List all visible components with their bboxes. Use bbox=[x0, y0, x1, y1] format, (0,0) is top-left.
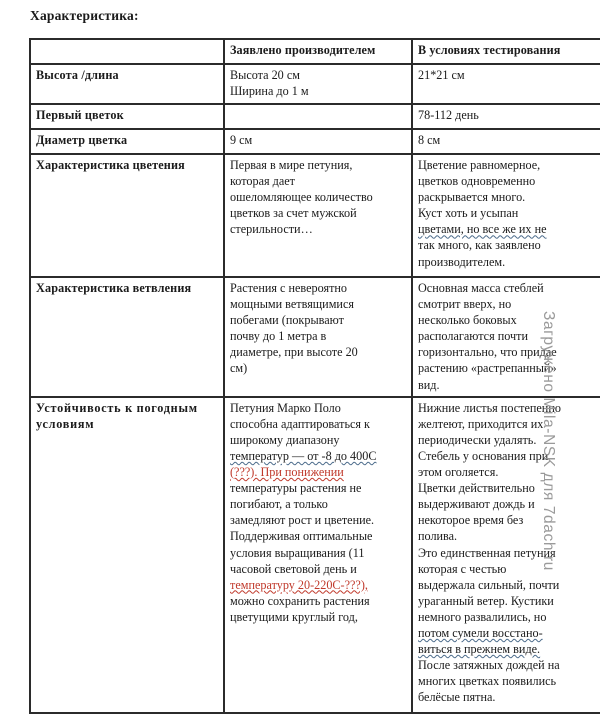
row-label-cell bbox=[31, 154, 224, 277]
page-title: Характеристика: bbox=[30, 8, 139, 23]
text-line: вид. bbox=[418, 377, 440, 392]
text-line: Стебель у основания при bbox=[418, 448, 549, 463]
text-line: смотрит вверх, но bbox=[418, 297, 512, 312]
text-line: можно сохранить растения bbox=[230, 593, 370, 608]
text-line: растению «растрепанный» bbox=[418, 361, 557, 376]
row-label: Устойчивость к погодным условиям bbox=[36, 400, 198, 431]
text-line: многих цветках появились bbox=[418, 674, 557, 689]
row-label-cell bbox=[31, 64, 224, 104]
characteristics-table-wrapper bbox=[29, 38, 600, 714]
header-tested-label: В условиях тестирования bbox=[418, 43, 561, 57]
text-line: часовой световой день и bbox=[230, 561, 357, 576]
text-line: Первая в мире петуния, bbox=[230, 158, 353, 172]
text-line: побегами (покрывают bbox=[230, 313, 344, 328]
text-line: 78-112 день bbox=[418, 108, 479, 122]
row-label-cell bbox=[31, 277, 224, 397]
table-row bbox=[31, 397, 600, 713]
text-line: которая дает bbox=[230, 174, 295, 189]
row-declared-cell bbox=[224, 104, 412, 129]
text-line: виться в прежнем виде. bbox=[418, 642, 541, 657]
text-line: замедляют рост и цветение. bbox=[230, 513, 375, 528]
text-line: погибают, а только bbox=[230, 497, 328, 512]
table-row bbox=[31, 104, 600, 129]
row-label-cell bbox=[31, 104, 224, 129]
row-label: Высота /длина bbox=[36, 68, 119, 82]
text-line: 9 см bbox=[230, 133, 253, 147]
text-line: цветущими круглый год, bbox=[230, 609, 358, 624]
text-line: так много, как заявлено bbox=[418, 238, 541, 253]
text-line: см) bbox=[230, 361, 248, 376]
header-declared-label: Заявлено производителем bbox=[230, 43, 376, 57]
text-line: Нижние листья постепенно bbox=[418, 400, 561, 415]
text-line: выдерживают дождь и bbox=[418, 497, 535, 512]
row-tested-cell bbox=[412, 129, 600, 154]
row-label: Первый цветок bbox=[36, 108, 124, 122]
header-cell-tested bbox=[412, 40, 600, 64]
text-line: Растения с невероятно bbox=[230, 281, 348, 295]
header-cell-declared bbox=[224, 40, 412, 64]
text-line-error: (???). При понижении bbox=[230, 465, 344, 480]
row-tested-cell bbox=[412, 154, 600, 277]
text-line: Высота 20 см bbox=[230, 68, 300, 82]
text-line: цветами, но все же их не bbox=[418, 222, 547, 237]
text-line: потом сумели восстано- bbox=[418, 625, 543, 640]
table-row bbox=[31, 129, 600, 154]
row-label-cell bbox=[31, 397, 224, 713]
row-tested-cell bbox=[412, 277, 600, 397]
row-label: Характеристика цветения bbox=[36, 158, 185, 172]
row-declared-cell bbox=[224, 277, 412, 397]
text-line: горизонтально, что придае bbox=[418, 345, 557, 360]
header-cell-param bbox=[31, 40, 224, 64]
row-declared-cell bbox=[224, 64, 412, 104]
text-line: желтеют, приходится их bbox=[418, 416, 544, 431]
text-line: ошеломляющее количество bbox=[230, 190, 373, 205]
text-line: располагаются почти bbox=[418, 329, 529, 344]
text-line: Поддерживая оптимальные bbox=[230, 529, 373, 544]
row-label: Диаметр цветка bbox=[36, 133, 128, 147]
text-line: ураганный ветер. Кустики bbox=[418, 593, 554, 608]
text-line: условия выращивания (11 bbox=[230, 545, 365, 560]
text-line: производителем. bbox=[418, 254, 506, 269]
text-line: температуры растения не bbox=[230, 481, 362, 496]
text-line: мощными ветвящимися bbox=[230, 297, 354, 312]
text-line: почву до 1 метра в bbox=[230, 329, 327, 344]
text-line: Основная масса стеблей bbox=[418, 281, 544, 295]
text-line: Цветки действительно bbox=[418, 481, 535, 496]
text-line: широкому диапазону bbox=[230, 432, 340, 447]
text-line: несколько боковых bbox=[418, 313, 517, 328]
text-line: которая с честью bbox=[418, 561, 507, 576]
table-header-row bbox=[31, 40, 600, 64]
table-row bbox=[31, 64, 600, 104]
text-line: выдержала сильный, почти bbox=[418, 577, 560, 592]
text-line: Цветение равномерное, bbox=[418, 158, 541, 172]
text-line-error: температуру 20-220С-???), bbox=[230, 577, 368, 592]
text-line: Петуния Марко Поло bbox=[230, 400, 341, 415]
text-line: белёсые пятна. bbox=[418, 690, 496, 705]
text-line: После затяжных дождей на bbox=[418, 658, 560, 673]
characteristics-table bbox=[31, 40, 600, 714]
row-label-cell bbox=[31, 129, 224, 154]
table-row bbox=[31, 277, 600, 397]
text-line: цветков одновременно bbox=[418, 174, 536, 189]
row-tested-cell bbox=[412, 64, 600, 104]
text-line: температур — от -8 до 400С bbox=[230, 448, 377, 463]
row-tested-cell bbox=[412, 397, 600, 713]
row-declared-cell bbox=[224, 397, 412, 713]
watermark: Загружено Mila-NSK для 7dach.ru bbox=[540, 311, 557, 571]
text-line: полива. bbox=[418, 529, 458, 544]
row-declared-cell bbox=[224, 129, 412, 154]
text-line: 8 см bbox=[418, 133, 441, 147]
text-line: этом оголяется. bbox=[418, 465, 499, 480]
text-line: некоторое время без bbox=[418, 513, 524, 528]
row-label: Характеристика ветвления bbox=[36, 281, 192, 295]
text-line: Куст хоть и усыпан bbox=[418, 206, 519, 221]
text-line: Ширина до 1 м bbox=[230, 84, 309, 99]
text-line: диаметре, при высоте 20 bbox=[230, 345, 358, 360]
text-line: периодически удалять. bbox=[418, 432, 537, 447]
text-line: цветков за счет мужской bbox=[230, 206, 357, 221]
text-line: Это единственная петуния bbox=[418, 545, 556, 560]
row-tested-cell bbox=[412, 104, 600, 129]
text-line: раскрывается много. bbox=[418, 190, 526, 205]
text-line: способна адаптироваться к bbox=[230, 416, 370, 431]
text-line: стерильности… bbox=[230, 222, 313, 237]
row-declared-cell bbox=[224, 154, 412, 277]
table-row bbox=[31, 154, 600, 277]
text-line: немного развалились, но bbox=[418, 609, 547, 624]
text-line: 21*21 см bbox=[418, 68, 465, 82]
